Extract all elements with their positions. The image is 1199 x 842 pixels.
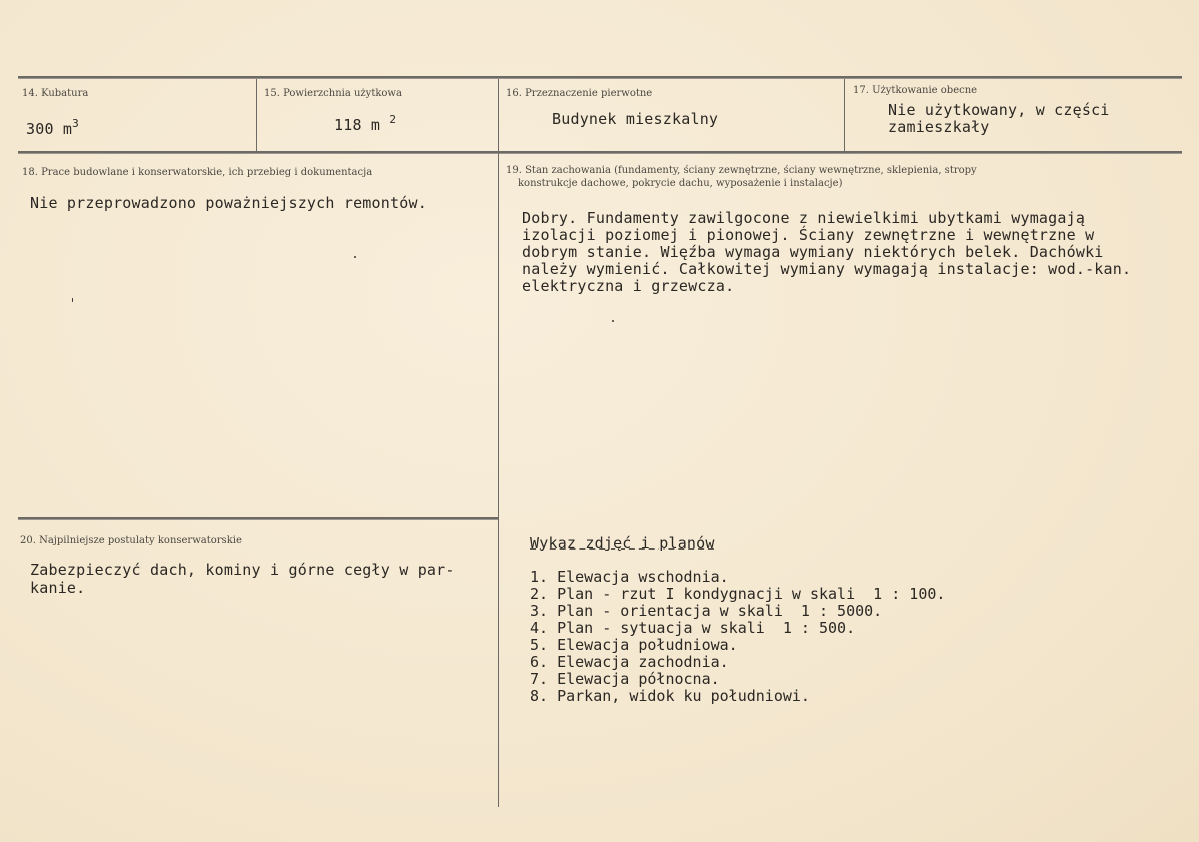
stan-label-line2: konstrukcje dachowe, pokrycie dachu, wyposażenie i instalacje) <box>518 178 843 189</box>
photos-item: 7. Elewacja północna. <box>530 670 720 688</box>
col-divider-1 <box>256 79 257 151</box>
prace-label: 18. Prace budowlane i konserwatorskie, ich przebieg i dokumentacja <box>22 167 373 178</box>
row3-rule <box>18 517 498 520</box>
stan-line-4: należy wymienić. Całkowitej wymiany wymagają instalacje: wod.-kan. <box>522 260 1132 278</box>
photos-list <box>530 569 945 705</box>
uzytkowanie-label: 17. Użytkowanie obecne <box>853 85 978 96</box>
kubatura-label: 14. Kubatura <box>22 88 89 99</box>
photos-item: 6. Elewacja zachodnia. <box>530 653 729 671</box>
photos-item: 1. Elewacja wschodnia. <box>530 568 729 586</box>
powierzchnia-exponent: 2 <box>389 113 397 126</box>
uzytkowanie-value-line2: zamieszkały <box>888 118 990 136</box>
postulaty-line-2: kanie. <box>30 579 86 597</box>
powierzchnia-value <box>334 111 396 134</box>
stan-label-line1: 19. Stan zachowania (fundamenty, ściany zewnętrzne, ściany wewnętrzne, sklepienia, stropy <box>506 165 977 176</box>
powierzchnia-number: 118 m <box>334 116 390 134</box>
kubatura-number: 300 m <box>26 120 73 138</box>
col-divider-2 <box>498 79 499 807</box>
powierzchnia-label: 15. Powierzchnia użytkowa <box>264 88 402 99</box>
stan-line-2: izolacji poziomej i pionowej. Ściany zewnętrzne i wewnętrzne w <box>522 226 1095 244</box>
row2-rule <box>18 151 1182 154</box>
photos-title: Wykaz zdjęć i planów <box>530 534 715 552</box>
photos-item: 4. Plan - sytuacja w skali 1 : 500. <box>530 619 856 637</box>
postulaty-label: 20. Najpilniejsze postulaty konserwatorskie <box>20 535 242 546</box>
kubatura-value <box>26 115 79 138</box>
top-rule <box>18 76 1182 79</box>
stan-line-3: dobrym stanie. Więźba wymaga wymiany niektórych belek. Dachówki <box>522 243 1104 261</box>
stan-line-5: elektryczna i grzewcza. <box>522 277 735 295</box>
photos-item: 5. Elewacja południowa. <box>530 636 738 654</box>
paper-speck <box>354 256 356 258</box>
paper-speck <box>72 298 73 302</box>
uzytkowanie-value-line1: Nie użytkowany, w części <box>888 101 1110 119</box>
przeznaczenie-value: Budynek mieszkalny <box>552 110 719 128</box>
paper-speck <box>612 320 614 322</box>
col-divider-3 <box>844 79 845 151</box>
photos-item: 2. Plan - rzut I kondygnacji w skali 1 : 100. <box>530 585 946 603</box>
photos-item: 3. Plan - orientacja w skali 1 : 5000. <box>530 602 883 620</box>
przeznaczenie-label: 16. Przeznaczenie pierwotne <box>506 88 653 99</box>
photos-item: 8. Parkan, widok ku południowi. <box>530 687 810 705</box>
kubatura-exponent: 3 <box>72 117 79 130</box>
postulaty-line-1: Zabezpieczyć dach, kominy i górne cegły w par- <box>30 561 455 579</box>
prace-value: Nie przeprowadzono poważniejszych remontów. <box>30 194 427 212</box>
stan-line-1: Dobry. Fundamenty zawilgocone z niewielkimi ubytkami wymagają <box>522 209 1086 227</box>
